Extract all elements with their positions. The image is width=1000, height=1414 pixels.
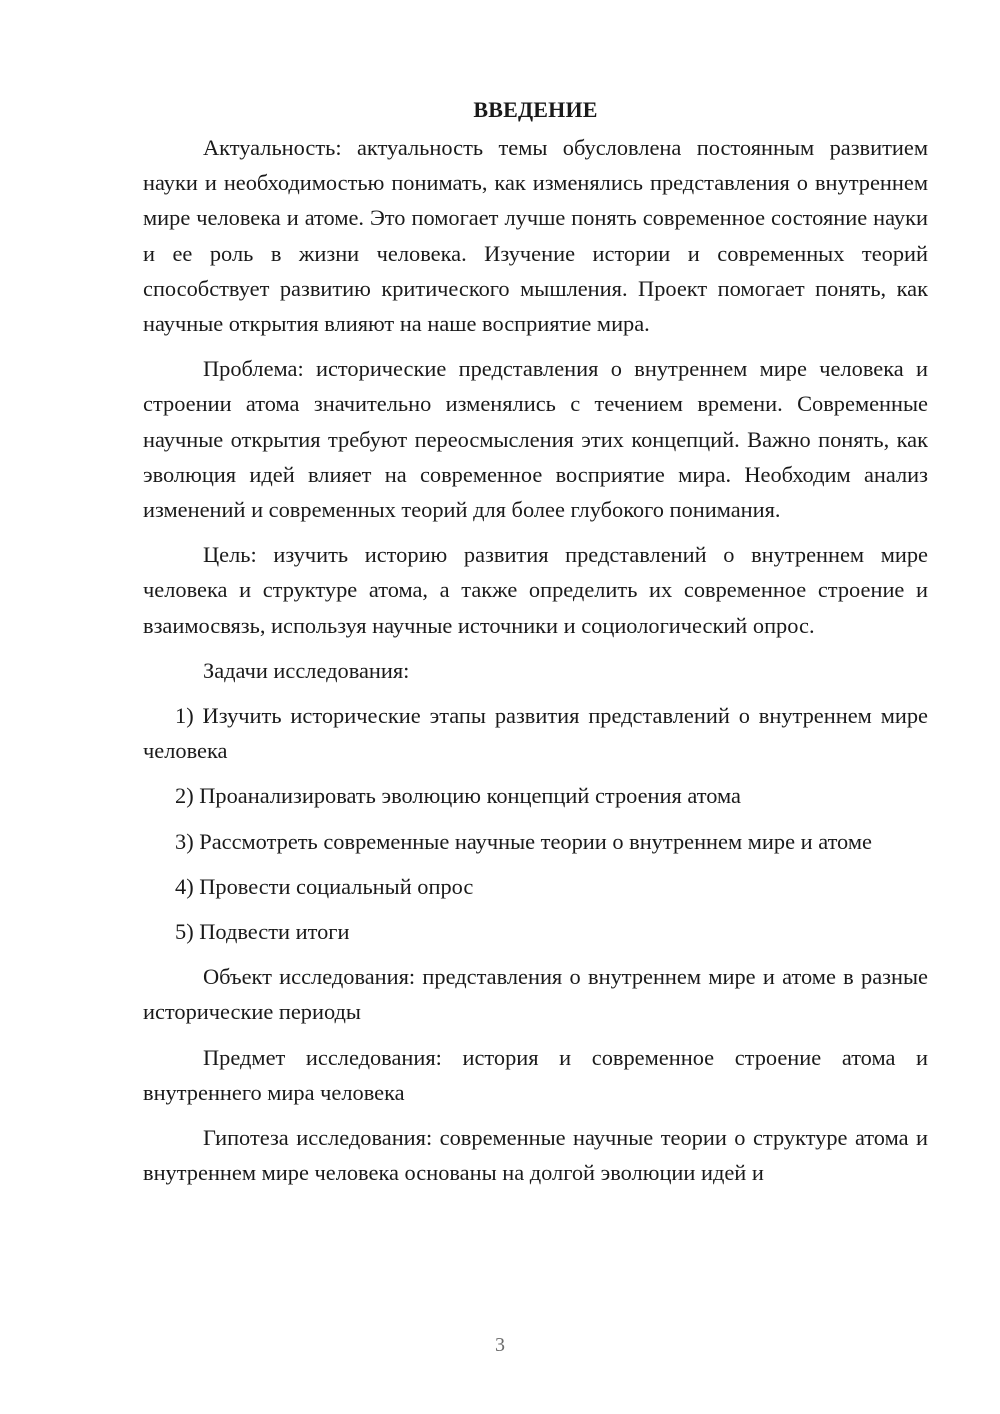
section-title: ВВЕДЕНИЕ <box>473 97 598 122</box>
paragraph-hypothesis: Гипотеза исследования: современные научные теории о структуре атома и внутреннем мире человека основаны на долгой эволюции идей и <box>143 1125 928 1186</box>
list-item-task-3: 3) Рассмотреть современные научные теории о внутреннем мире и атоме <box>175 828 872 854</box>
paragraph-object: Объект исследования: представления о внутреннем мире и атоме в разные исторические периоды <box>143 964 928 1025</box>
paragraph-problem: Проблема: исторические представления о внутреннем мире человека и строении атома значительно изменялись с течением времени. Современные научные открытия требуют переосмысления этих концепций. Важно понять, как эволюция идей влияет на современное восприятие мира. Необходим анализ изменений и современных теорий для более глубокого понимания. <box>143 356 928 523</box>
document-page <box>143 92 928 1190</box>
list-item-task-5: 5) Подвести итоги <box>175 919 350 945</box>
paragraph-goal: Цель: изучить историю развития представлений о внутреннем мире человека и структуре атома, а также определить их современное строение и взаимосвязь, используя научные источники и социологический опрос. <box>143 542 928 638</box>
paragraph-relevance: Актуальность: актуальность темы обусловлена постоянным развитием науки и необходимостью понимать, как изменялись представления о внутреннем мире человека и атоме. Это помогает лучше понять современное состояние науки и ее роль в жизни человека. Изучение истории и современных теорий способствует развитию критического мышления. Проект помогает понять, как научные открытия влияют на наше восприятие мира. <box>143 135 928 337</box>
paragraph-subject: Предмет исследования: история и современное строение атома и внутреннего мира человека <box>143 1044 928 1105</box>
list-item-task-2: 2) Проанализировать эволюцию концепций строения атома <box>175 783 741 809</box>
page-number: 3 <box>495 1334 505 1356</box>
paragraph-tasks-heading: Задачи исследования: <box>203 657 410 683</box>
list-item-task-4: 4) Провести социальный опрос <box>175 873 474 899</box>
list-item-task-1: 1) Изучить исторические этапы развития представлений о внутреннем мире человека <box>143 703 928 764</box>
